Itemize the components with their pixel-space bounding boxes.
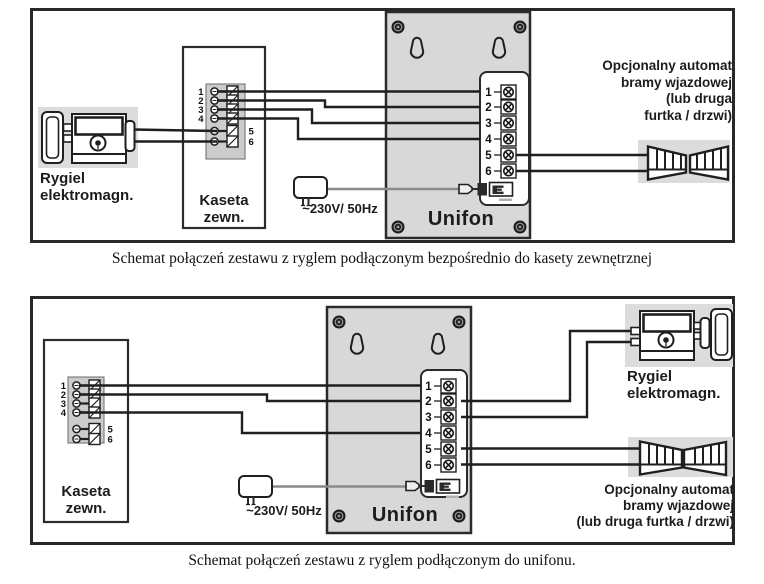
terminal-number: 6 [485, 166, 492, 178]
rygiel-label [40, 170, 133, 204]
terminal-number: 3 [425, 412, 432, 424]
terminal-number: 5 [248, 126, 254, 138]
screw-icon [453, 316, 466, 329]
diagram2-unifon-terminal-block [421, 370, 467, 497]
unifon-label: Unifon [371, 504, 439, 526]
kaseta-label-line1: Kaseta [61, 483, 111, 500]
gate-label-line2: bramy wjazdowej [622, 498, 734, 513]
terminal-number: 2 [425, 396, 432, 408]
terminal-number: 3 [198, 105, 204, 116]
rygiel-label-line2: elektromagn. [40, 187, 134, 204]
kaseta-label-line2: zewn. [65, 500, 107, 517]
rygiel-label-line1: Rygiel [627, 368, 673, 385]
terminal-number: 4 [60, 408, 66, 419]
kaseta-label-line1: Kaseta [199, 192, 249, 209]
gate-label-line3: (lub druga furtka / drzwi) [576, 514, 734, 529]
diagram1-caption: Schemat połączeń zestawu z ryglem podłączonym bezpośrednio do kasety zewnętrznej [111, 250, 653, 267]
screw-icon [514, 21, 527, 34]
terminal-number: 4 [198, 114, 204, 125]
gate-label-line4: furtka / drzwi) [644, 107, 732, 123]
gate-label-line1: Opcjonalny automat [604, 482, 734, 497]
diagram2-caption: Schemat połączeń zestawu z ryglem podłączonym do unifonu. [188, 552, 576, 569]
diagram2-rygiel-icon [631, 309, 732, 360]
terminal-number: 3 [60, 399, 66, 410]
rygiel-label-line2: elektromagn. [627, 384, 721, 402]
terminal-number: 1 [198, 87, 204, 98]
terminal-number: 5 [425, 444, 432, 456]
power-label: ~230V/ 50Hz [246, 503, 322, 518]
rygiel-label-line1: Rygiel [40, 170, 86, 187]
screw-icon [453, 510, 466, 523]
screw-icon [514, 221, 527, 234]
terminal-number: 2 [198, 96, 204, 107]
unifon-label: Unifon [427, 208, 495, 230]
screw-icon [333, 316, 346, 329]
screw-icon [392, 21, 405, 34]
terminal-number: 1 [60, 381, 66, 392]
diagram1-rygiel-icon [42, 112, 135, 163]
gate-label [560, 58, 732, 124]
gate-label-line1: Opcjonalny automat [602, 58, 732, 73]
kaseta-label-line2: zewn. [203, 209, 245, 226]
terminal-number: 6 [425, 460, 432, 472]
rygiel-label [627, 369, 720, 402]
terminal-number: 2 [60, 390, 66, 401]
keyhole-hanger-icon [493, 38, 505, 58]
terminal-number: 4 [425, 428, 432, 440]
terminal-number: 6 [107, 434, 113, 446]
terminal-number: 3 [485, 118, 492, 130]
keyhole-hanger-icon [432, 334, 444, 354]
gate-label-line2: bramy wjazdowej [620, 74, 732, 90]
kaseta-label [185, 192, 263, 226]
keyhole-hanger-icon [351, 334, 363, 354]
power-label: ~230V/ 50Hz [302, 201, 378, 216]
terminal-number: 2 [485, 102, 492, 114]
terminal-number: 5 [485, 150, 492, 162]
kaseta-label [46, 483, 126, 517]
terminal-number: 5 [107, 424, 113, 436]
terminal-number: 4 [485, 134, 492, 146]
keyhole-hanger-icon [411, 38, 423, 58]
gate-label [530, 482, 734, 530]
terminal-number: 1 [425, 381, 432, 393]
terminal-number: 1 [485, 87, 492, 99]
terminal-number: 6 [248, 137, 254, 148]
screw-icon [392, 221, 405, 234]
gate-label-line3: (lub druga [666, 91, 732, 106]
